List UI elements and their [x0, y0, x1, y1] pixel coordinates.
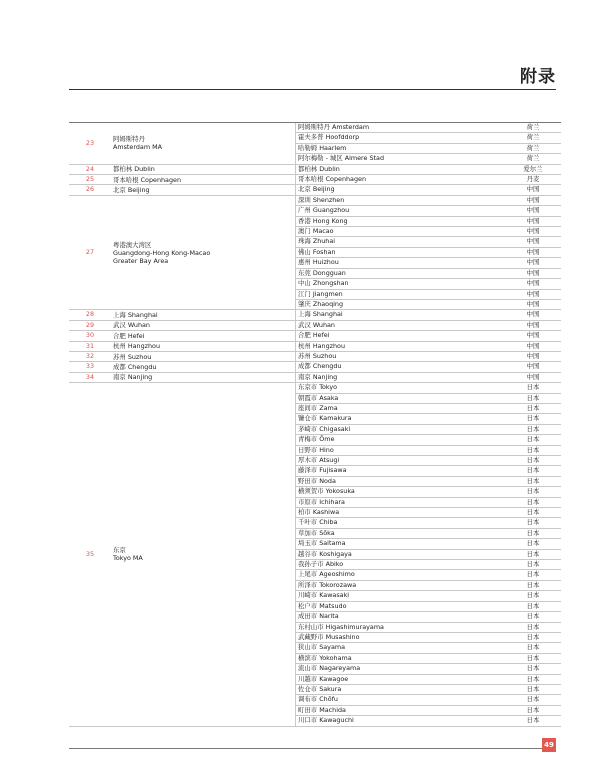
- city-name: 调布市 Chōfu: [296, 695, 506, 705]
- appendix-table-body: [69, 123, 561, 727]
- country-name: 中国: [505, 237, 561, 247]
- city-name: 东莞 Dongguan: [296, 268, 506, 278]
- country-name: 日本: [505, 435, 561, 445]
- table-row: [69, 362, 561, 372]
- city-name: 澳门 Macao: [296, 227, 506, 237]
- country-name: 中国: [505, 362, 561, 372]
- metro-name-line: 杭州 Hangzhou: [113, 342, 161, 351]
- country-name: 日本: [505, 539, 561, 549]
- city-name: 南京 Nanjing: [296, 372, 506, 382]
- table-row: [69, 331, 561, 341]
- city-name: 千叶市 Chiba: [296, 518, 506, 528]
- city-name: 深圳 Shenzhen: [296, 195, 506, 205]
- metro-name-lines: [113, 363, 293, 371]
- metro-rank: 35: [69, 383, 111, 726]
- table-row: [69, 310, 561, 320]
- country-name: 日本: [505, 424, 561, 434]
- country-name: 中国: [505, 268, 561, 278]
- city-name: 江门 Jiangmen: [296, 289, 506, 299]
- metro-name-lines: [113, 135, 293, 151]
- metro-name-line: 武汉 Wuhan: [113, 321, 150, 330]
- metro-name: [111, 341, 296, 351]
- city-name: 镰仓市 Kamakura: [296, 414, 506, 424]
- country-name: 日本: [505, 653, 561, 663]
- country-name: 中国: [505, 258, 561, 268]
- country-name: 日本: [505, 705, 561, 715]
- city-name: 野田市 Noda: [296, 476, 506, 486]
- metro-rank: 32: [69, 351, 111, 361]
- city-name: 东村山市 Higashimurayama: [296, 622, 506, 632]
- city-name: 日野市 Hino: [296, 445, 506, 455]
- page-number-badge: 49: [542, 738, 556, 752]
- country-name: 中国: [505, 279, 561, 289]
- country-name: 中国: [505, 331, 561, 341]
- city-name: 都柏林 Dublin: [296, 164, 506, 174]
- city-name: 阿尔梅勒 - 城区 Almere Stad: [296, 154, 506, 164]
- metro-name-line: Amsterdam MA: [113, 143, 162, 152]
- appendix-table-container: [69, 122, 556, 727]
- country-name: 日本: [505, 549, 561, 559]
- city-name: 珠海 Zhuhai: [296, 237, 506, 247]
- country-name: 日本: [505, 508, 561, 518]
- country-name: 日本: [505, 716, 561, 726]
- country-name: 日本: [505, 632, 561, 642]
- country-name: 中国: [505, 216, 561, 226]
- metro-rank: 24: [69, 164, 111, 174]
- city-name: 厚木市 Atsugi: [296, 456, 506, 466]
- metro-rank: 30: [69, 331, 111, 341]
- metro-name-lines: [113, 241, 293, 265]
- city-name: 茅崎市 Chigasaki: [296, 424, 506, 434]
- city-name: 流山市 Nagareyama: [296, 664, 506, 674]
- metro-name-line: Greater Bay Area: [113, 256, 169, 265]
- country-name: 荷兰: [505, 123, 561, 133]
- table-row: [69, 320, 561, 330]
- country-name: 日本: [505, 383, 561, 393]
- country-name: 日本: [505, 476, 561, 486]
- city-name: 藤泽市 Fujisawa: [296, 466, 506, 476]
- country-name: 荷兰: [505, 154, 561, 164]
- metro-name-line: 都柏林 Dublin: [113, 165, 155, 174]
- city-name: 中山 Zhongshan: [296, 279, 506, 289]
- metro-rank: 29: [69, 320, 111, 330]
- city-name: 埼玉市 Saitama: [296, 539, 506, 549]
- metro-name-line: 阿姆斯特丹: [113, 135, 145, 144]
- metro-name: [111, 310, 296, 320]
- page-title: 附录: [520, 67, 556, 87]
- country-name: 日本: [505, 466, 561, 476]
- country-name: 中国: [505, 320, 561, 330]
- country-name: 日本: [505, 528, 561, 538]
- metro-name: [111, 164, 296, 174]
- country-name: 日本: [505, 695, 561, 705]
- metro-name: [111, 195, 296, 309]
- city-name: 哈勒姆 Haarlem: [296, 143, 506, 153]
- metro-name: [111, 372, 296, 382]
- city-name: 川越市 Kawagoe: [296, 674, 506, 684]
- metro-name-lines: [113, 165, 293, 173]
- country-name: 中国: [505, 247, 561, 257]
- metro-rank: 27: [69, 195, 111, 309]
- city-name: 佛山 Foshan: [296, 247, 506, 257]
- table-row: [69, 123, 561, 133]
- country-name: 日本: [505, 414, 561, 424]
- city-name: 香港 Hong Kong: [296, 216, 506, 226]
- city-name: 市原市 Ichihara: [296, 497, 506, 507]
- city-name: 狭山市 Sayama: [296, 643, 506, 653]
- city-name: 柏市 Kashiwa: [296, 508, 506, 518]
- metro-name-lines: [113, 353, 293, 361]
- country-name: 日本: [505, 456, 561, 466]
- country-name: 荷兰: [505, 143, 561, 153]
- metro-name-line: Tokyo MA: [113, 554, 143, 563]
- country-name: 丹麦: [505, 175, 561, 185]
- table-row: [69, 195, 561, 205]
- metro-name-lines: [113, 176, 293, 184]
- appendix-table: [69, 122, 561, 727]
- country-name: 日本: [505, 403, 561, 413]
- country-name: 中国: [505, 206, 561, 216]
- country-name: 中国: [505, 227, 561, 237]
- city-name: 所泽市 Tokorozawa: [296, 580, 506, 590]
- country-name: 中国: [505, 185, 561, 195]
- metro-rank: 31: [69, 341, 111, 351]
- city-name: 霍夫多普 Hoofddorp: [296, 133, 506, 143]
- city-name: 肇庆 Zhaoqing: [296, 299, 506, 309]
- metro-rank: 28: [69, 310, 111, 320]
- city-name: 北京 Beijing: [296, 185, 506, 195]
- metro-name: [111, 383, 296, 726]
- country-name: 日本: [505, 487, 561, 497]
- metro-name: [111, 331, 296, 341]
- country-name: 日本: [505, 622, 561, 632]
- metro-name-line: 东京: [113, 546, 126, 555]
- metro-name-line: Guangdong-Hong Kong-Macao: [113, 248, 211, 257]
- table-row: [69, 164, 561, 174]
- footer-rule: [69, 748, 556, 749]
- metro-name-line: 南京 Nanjing: [113, 373, 153, 382]
- city-name: 町田市 Machida: [296, 705, 506, 715]
- country-name: 中国: [505, 351, 561, 361]
- city-name: 松户市 Matsudo: [296, 601, 506, 611]
- metro-name-lines: [113, 546, 293, 562]
- city-name: 上尾市 Ageoshimo: [296, 570, 506, 580]
- city-name: 川口市 Kawaguchi: [296, 716, 506, 726]
- table-row: [69, 185, 561, 195]
- country-name: 日本: [505, 612, 561, 622]
- metro-name: [111, 175, 296, 185]
- city-name: 杭州 Hangzhou: [296, 341, 506, 351]
- country-name: 日本: [505, 393, 561, 403]
- table-row: [69, 341, 561, 351]
- city-name: 上海 Shanghai: [296, 310, 506, 320]
- metro-name-lines: [113, 321, 293, 329]
- metro-name-lines: [113, 186, 293, 194]
- city-name: 合肥 Hefei: [296, 331, 506, 341]
- metro-name-lines: [113, 373, 293, 381]
- country-name: 日本: [505, 518, 561, 528]
- country-name: 日本: [505, 601, 561, 611]
- country-name: 日本: [505, 570, 561, 580]
- metro-name: [111, 320, 296, 330]
- city-name: 草加市 Sōka: [296, 528, 506, 538]
- city-name: 惠州 Huizhou: [296, 258, 506, 268]
- country-name: 日本: [505, 560, 561, 570]
- country-name: 中国: [505, 289, 561, 299]
- country-name: 日本: [505, 674, 561, 684]
- city-name: 成田市 Narita: [296, 612, 506, 622]
- metro-name-line: 成都 Chengdu: [113, 363, 157, 372]
- country-name: 荷兰: [505, 133, 561, 143]
- metro-rank: 33: [69, 362, 111, 372]
- city-name: 越谷市 Koshigaya: [296, 549, 506, 559]
- metro-rank: 34: [69, 372, 111, 382]
- table-row: [69, 351, 561, 361]
- city-name: 横滨市 Yokohama: [296, 653, 506, 663]
- country-name: 日本: [505, 591, 561, 601]
- header-rule: [69, 89, 556, 90]
- country-name: 爱尔兰: [505, 164, 561, 174]
- country-name: 日本: [505, 684, 561, 694]
- country-name: 日本: [505, 580, 561, 590]
- city-name: 苏州 Suzhou: [296, 351, 506, 361]
- country-name: 中国: [505, 310, 561, 320]
- city-name: 川崎市 Kawasaki: [296, 591, 506, 601]
- city-name: 哥本哈根 Copenhagen: [296, 175, 506, 185]
- metro-name-line: 北京 Beijing: [113, 186, 150, 195]
- metro-name-lines: [113, 311, 293, 319]
- metro-name-lines: [113, 342, 293, 350]
- city-name: 佐仓市 Sakura: [296, 684, 506, 694]
- country-name: 日本: [505, 643, 561, 653]
- metro-name-line: 苏州 Suzhou: [113, 352, 152, 361]
- city-name: 广州 Guangzhou: [296, 206, 506, 216]
- city-name: 我孙子市 Abiko: [296, 560, 506, 570]
- country-name: 日本: [505, 664, 561, 674]
- metro-name-line: 哥本哈根 Copenhagen: [113, 175, 182, 184]
- city-name: 朝霞市 Asaka: [296, 393, 506, 403]
- metro-name: [111, 362, 296, 372]
- table-row: [69, 175, 561, 185]
- country-name: 日本: [505, 445, 561, 455]
- country-name: 中国: [505, 372, 561, 382]
- metro-name-line: 粤港澳大湾区: [113, 240, 152, 249]
- city-name: 青梅市 Ōme: [296, 435, 506, 445]
- metro-name: [111, 351, 296, 361]
- metro-name-line: 合肥 Hefei: [113, 331, 145, 340]
- city-name: 成都 Chengdu: [296, 362, 506, 372]
- metro-name: [111, 185, 296, 195]
- country-name: 中国: [505, 341, 561, 351]
- country-name: 中国: [505, 299, 561, 309]
- table-row: [69, 383, 561, 393]
- table-row: [69, 372, 561, 382]
- metro-rank: 23: [69, 123, 111, 165]
- metro-rank: 26: [69, 185, 111, 195]
- metro-name-lines: [113, 332, 293, 340]
- metro-name: [111, 123, 296, 165]
- city-name: 东京市 Tokyo: [296, 383, 506, 393]
- city-name: 横须贺市 Yokosuka: [296, 487, 506, 497]
- metro-name-line: 上海 Shanghai: [113, 311, 158, 320]
- metro-rank: 25: [69, 175, 111, 185]
- country-name: 日本: [505, 497, 561, 507]
- country-name: 中国: [505, 195, 561, 205]
- city-name: 阿姆斯特丹 Amsterdam: [296, 123, 506, 133]
- city-name: 座间市 Zama: [296, 403, 506, 413]
- city-name: 武藏野市 Musashino: [296, 632, 506, 642]
- city-name: 武汉 Wuhan: [296, 320, 506, 330]
